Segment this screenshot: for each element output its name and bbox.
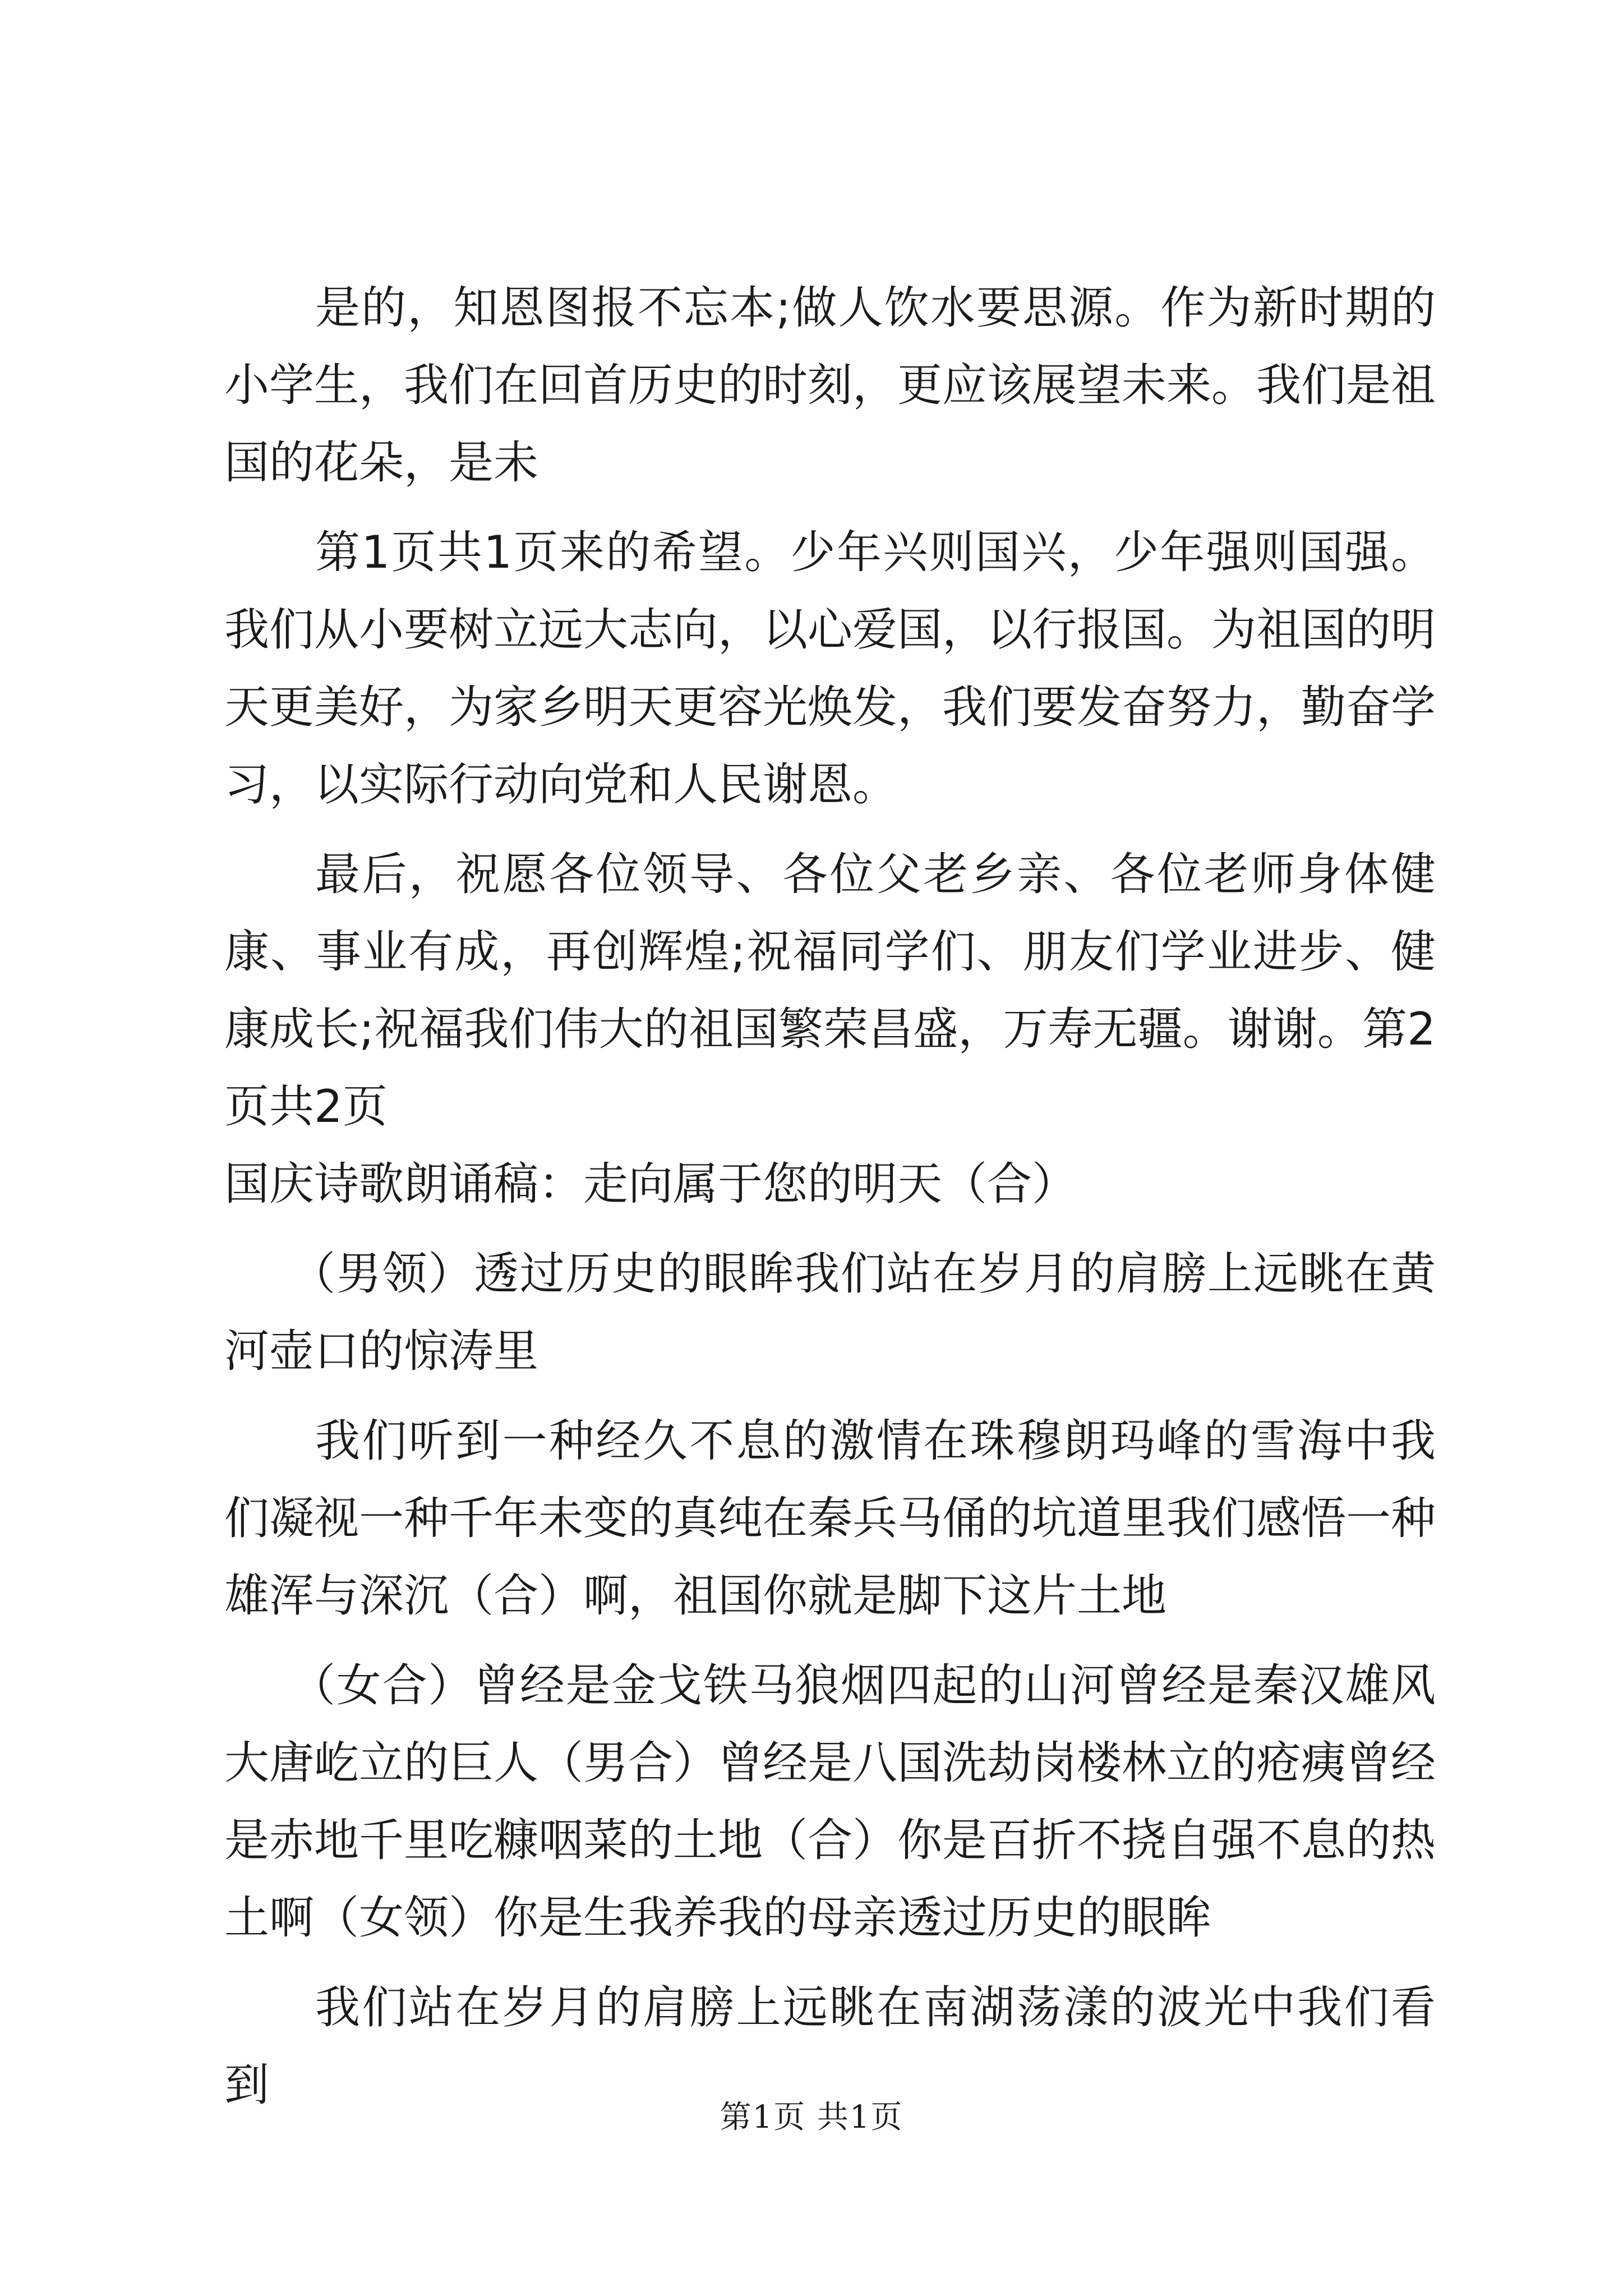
paragraph-1: 是的，知恩图报不忘本;做人饮水要思源。作为新时期的小学生，我们在回首历史的时刻，更应该展望未来。我们是祖国的花朵，是未 (224, 282, 1436, 489)
paragraph-3: 最后，祝愿各位领导、各位父老乡亲、各位老师身体健康、事业有成，再创辉煌;祝福同学们、朋友们学业进步、健康成长;祝福我们伟大的祖国繁荣昌盛，万寿无疆。谢谢。第2页共2页 (224, 848, 1436, 1133)
page-footer: 第1页 共1页 (720, 2099, 903, 2136)
paragraph-2: 第1页共1页来的希望。少年兴则国兴，少年强则国强。我们从小要树立远大志向，以心爱国，以行报国。为祖国的明天更美好，为家乡明天更容光焕发，我们要发奋努力，勤奋学习，以实际行动向党和人民谢恩。 (224, 526, 1436, 811)
poem-title: 国庆诗歌朗诵稿：走向属于您的明天（合） (224, 1158, 1077, 1210)
document-body (224, 269, 1436, 2136)
paragraph-5: 我们听到一种经久不息的激情在珠穆朗玛峰的雪海中我们凝视一种千年未变的真纯在秦兵马俑的坑道里我们感悟一种雄浑与深沉（合）啊，祖国你就是脚下这片土地 (224, 1415, 1436, 1622)
paragraph-6: （女合）曾经是金戈铁马狼烟四起的山河曾经是秦汉雄风大唐屹立的巨人（男合）曾经是八国洗劫岗楼林立的疮痍曾经是赤地千里吃糠咽菜的土地（合）你是百折不挠自强不息的热土啊（女领）你是生我养我的母亲透过历史的眼眸 (224, 1659, 1436, 1944)
paragraph-7: 我们站在岁月的肩膀上远眺在南湖荡漾的波光中我们看到 (224, 1981, 1436, 2111)
paragraph-4: （男领）透过历史的眼眸我们站在岁月的肩膀上远眺在黄河壶口的惊涛里 (224, 1248, 1436, 1377)
